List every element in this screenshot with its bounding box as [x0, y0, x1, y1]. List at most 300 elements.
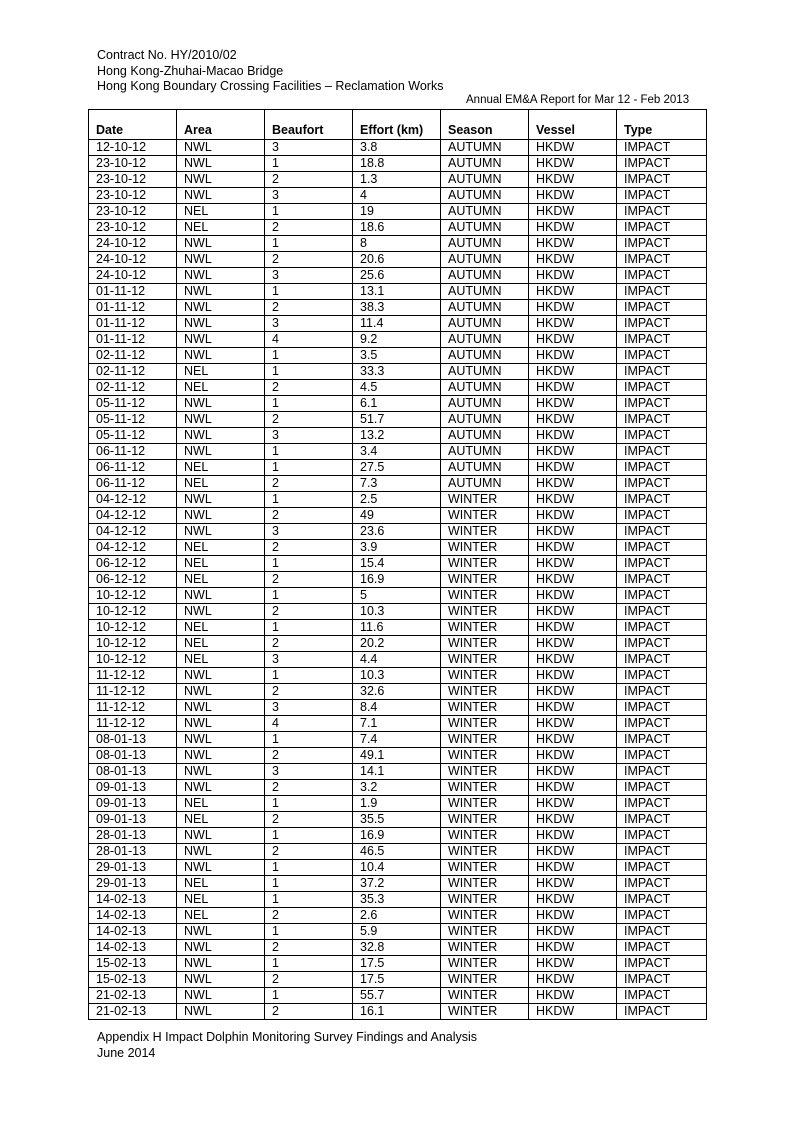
area-cell: NWL — [177, 188, 265, 204]
beaufort-cell: 1 — [265, 460, 353, 476]
date-cell: 08-01-13 — [89, 732, 177, 748]
area-cell: NEL — [177, 652, 265, 668]
season-cell: AUTUMN — [441, 188, 529, 204]
beaufort-cell: 2 — [265, 908, 353, 924]
area-cell: NWL — [177, 684, 265, 700]
type-cell: IMPACT — [617, 668, 707, 684]
area-cell: NWL — [177, 732, 265, 748]
area-cell: NWL — [177, 268, 265, 284]
date-cell: 10-12-12 — [89, 604, 177, 620]
table-header — [89, 109, 707, 140]
vessel-cell: HKDW — [529, 540, 617, 556]
table-row — [89, 956, 707, 972]
season-cell: WINTER — [441, 876, 529, 892]
date-cell: 04-12-12 — [89, 524, 177, 540]
table-row — [89, 924, 707, 940]
area-cell: NEL — [177, 892, 265, 908]
vessel-cell: HKDW — [529, 460, 617, 476]
table-row — [89, 492, 707, 508]
date-cell: 02-11-12 — [89, 348, 177, 364]
area-cell: NWL — [177, 844, 265, 860]
col-header-type: Type — [617, 109, 707, 140]
table-row — [89, 476, 707, 492]
type-cell: IMPACT — [617, 652, 707, 668]
table-row — [89, 540, 707, 556]
season-cell: AUTUMN — [441, 204, 529, 220]
contract-number: Contract No. HY/2010/02 — [97, 48, 237, 62]
date-cell: 06-11-12 — [89, 444, 177, 460]
season-cell: AUTUMN — [441, 476, 529, 492]
season-cell: WINTER — [441, 652, 529, 668]
project-name: Hong Kong-Zhuhai-Macao Bridge — [97, 63, 284, 78]
type-cell: IMPACT — [617, 428, 707, 444]
season-cell: AUTUMN — [441, 156, 529, 172]
table-row — [89, 300, 707, 316]
table-row — [89, 668, 707, 684]
type-cell: IMPACT — [617, 684, 707, 700]
col-header-beaufort: Beaufort — [265, 109, 353, 140]
effort-cell: 14.1 — [353, 764, 441, 780]
document-footer — [97, 1030, 477, 1061]
type-cell: IMPACT — [617, 524, 707, 540]
vessel-cell: HKDW — [529, 268, 617, 284]
beaufort-cell: 1 — [265, 348, 353, 364]
date-cell: 21-02-13 — [89, 1004, 177, 1020]
table-row — [89, 380, 707, 396]
vessel-cell: HKDW — [529, 876, 617, 892]
vessel-cell: HKDW — [529, 476, 617, 492]
season-cell: WINTER — [441, 540, 529, 556]
effort-cell: 1.3 — [353, 172, 441, 188]
date-cell: 04-12-12 — [89, 540, 177, 556]
beaufort-cell: 3 — [265, 188, 353, 204]
effort-cell: 8 — [353, 236, 441, 252]
type-cell: IMPACT — [617, 412, 707, 428]
type-cell: IMPACT — [617, 716, 707, 732]
effort-cell: 27.5 — [353, 460, 441, 476]
season-cell: WINTER — [441, 572, 529, 588]
effort-cell: 18.6 — [353, 220, 441, 236]
type-cell: IMPACT — [617, 172, 707, 188]
beaufort-cell: 1 — [265, 876, 353, 892]
date-cell: 05-11-12 — [89, 412, 177, 428]
season-cell: AUTUMN — [441, 140, 529, 156]
type-cell: IMPACT — [617, 924, 707, 940]
date-cell: 28-01-13 — [89, 828, 177, 844]
area-cell: NEL — [177, 908, 265, 924]
date-cell: 23-10-12 — [89, 204, 177, 220]
col-header-date: Date — [89, 109, 177, 140]
table-row — [89, 844, 707, 860]
area-cell: NWL — [177, 588, 265, 604]
date-cell: 23-10-12 — [89, 220, 177, 236]
effort-cell: 1.9 — [353, 796, 441, 812]
vessel-cell: HKDW — [529, 236, 617, 252]
vessel-cell: HKDW — [529, 620, 617, 636]
report-title: Annual EM&A Report for Mar 12 - Feb 2013 — [466, 94, 690, 106]
effort-cell: 3.4 — [353, 444, 441, 460]
season-cell: WINTER — [441, 556, 529, 572]
season-cell: WINTER — [441, 844, 529, 860]
effort-cell: 46.5 — [353, 844, 441, 860]
table-row — [89, 316, 707, 332]
table-row — [89, 268, 707, 284]
season-cell: WINTER — [441, 716, 529, 732]
effort-cell: 16.1 — [353, 1004, 441, 1020]
season-cell: WINTER — [441, 828, 529, 844]
effort-cell: 10.4 — [353, 860, 441, 876]
table-row — [89, 428, 707, 444]
beaufort-cell: 1 — [265, 988, 353, 1004]
date-cell: 02-11-12 — [89, 364, 177, 380]
season-cell: AUTUMN — [441, 396, 529, 412]
type-cell: IMPACT — [617, 556, 707, 572]
effort-cell: 32.6 — [353, 684, 441, 700]
season-cell: WINTER — [441, 508, 529, 524]
area-cell: NWL — [177, 860, 265, 876]
vessel-cell: HKDW — [529, 924, 617, 940]
table-row — [89, 188, 707, 204]
effort-cell: 11.4 — [353, 316, 441, 332]
date-cell: 14-02-13 — [89, 924, 177, 940]
beaufort-cell: 2 — [265, 940, 353, 956]
season-cell: WINTER — [441, 524, 529, 540]
table-row — [89, 412, 707, 428]
effort-cell: 5 — [353, 588, 441, 604]
table-row — [89, 972, 707, 988]
beaufort-cell: 2 — [265, 972, 353, 988]
type-cell: IMPACT — [617, 956, 707, 972]
type-cell: IMPACT — [617, 364, 707, 380]
area-cell: NWL — [177, 956, 265, 972]
effort-cell: 5.9 — [353, 924, 441, 940]
effort-cell: 18.8 — [353, 156, 441, 172]
season-cell: WINTER — [441, 892, 529, 908]
area-cell: NEL — [177, 620, 265, 636]
vessel-cell: HKDW — [529, 684, 617, 700]
type-cell: IMPACT — [617, 156, 707, 172]
date-cell: 14-02-13 — [89, 892, 177, 908]
vessel-cell: HKDW — [529, 508, 617, 524]
effort-cell: 35.5 — [353, 812, 441, 828]
table-row — [89, 828, 707, 844]
type-cell: IMPACT — [617, 780, 707, 796]
date-cell: 05-11-12 — [89, 396, 177, 412]
effort-cell: 49 — [353, 508, 441, 524]
area-cell: NWL — [177, 300, 265, 316]
area-cell: NWL — [177, 668, 265, 684]
effort-cell: 25.6 — [353, 268, 441, 284]
beaufort-cell: 1 — [265, 892, 353, 908]
area-cell: NWL — [177, 316, 265, 332]
season-cell: AUTUMN — [441, 380, 529, 396]
type-cell: IMPACT — [617, 380, 707, 396]
effort-cell: 3.8 — [353, 140, 441, 156]
date-cell: 11-12-12 — [89, 668, 177, 684]
date-cell: 09-01-13 — [89, 780, 177, 796]
type-cell: IMPACT — [617, 700, 707, 716]
type-cell: IMPACT — [617, 204, 707, 220]
date-cell: 24-10-12 — [89, 252, 177, 268]
season-cell: WINTER — [441, 636, 529, 652]
area-cell: NWL — [177, 764, 265, 780]
table-row — [89, 684, 707, 700]
date-cell: 11-12-12 — [89, 700, 177, 716]
beaufort-cell: 2 — [265, 572, 353, 588]
area-cell: NWL — [177, 972, 265, 988]
effort-cell: 32.8 — [353, 940, 441, 956]
col-header-season: Season — [441, 109, 529, 140]
date-cell: 24-10-12 — [89, 236, 177, 252]
date-cell: 08-01-13 — [89, 748, 177, 764]
table-row — [89, 524, 707, 540]
table-body — [89, 140, 707, 1020]
beaufort-cell: 2 — [265, 252, 353, 268]
beaufort-cell: 3 — [265, 316, 353, 332]
type-cell: IMPACT — [617, 140, 707, 156]
area-cell: NWL — [177, 604, 265, 620]
effort-cell: 13.1 — [353, 284, 441, 300]
effort-cell: 37.2 — [353, 876, 441, 892]
season-cell: WINTER — [441, 620, 529, 636]
season-cell: WINTER — [441, 1004, 529, 1020]
area-cell: NWL — [177, 780, 265, 796]
vessel-cell: HKDW — [529, 444, 617, 460]
season-cell: AUTUMN — [441, 348, 529, 364]
effort-cell: 38.3 — [353, 300, 441, 316]
effort-cell: 8.4 — [353, 700, 441, 716]
beaufort-cell: 1 — [265, 204, 353, 220]
effort-cell: 9.2 — [353, 332, 441, 348]
effort-cell: 6.1 — [353, 396, 441, 412]
beaufort-cell: 4 — [265, 716, 353, 732]
season-cell: AUTUMN — [441, 316, 529, 332]
vessel-cell: HKDW — [529, 252, 617, 268]
area-cell: NEL — [177, 220, 265, 236]
vessel-cell: HKDW — [529, 700, 617, 716]
type-cell: IMPACT — [617, 300, 707, 316]
effort-cell: 2.6 — [353, 908, 441, 924]
season-cell: AUTUMN — [441, 412, 529, 428]
date-cell: 08-01-13 — [89, 764, 177, 780]
effort-cell: 3.2 — [353, 780, 441, 796]
area-cell: NEL — [177, 812, 265, 828]
type-cell: IMPACT — [617, 444, 707, 460]
season-cell: AUTUMN — [441, 444, 529, 460]
season-cell: WINTER — [441, 924, 529, 940]
beaufort-cell: 1 — [265, 620, 353, 636]
area-cell: NWL — [177, 524, 265, 540]
footer-date: June 2014 — [97, 1045, 156, 1060]
type-cell: IMPACT — [617, 332, 707, 348]
date-cell: 14-02-13 — [89, 908, 177, 924]
type-cell: IMPACT — [617, 812, 707, 828]
table-row — [89, 220, 707, 236]
season-cell: WINTER — [441, 700, 529, 716]
type-cell: IMPACT — [617, 268, 707, 284]
date-cell: 23-10-12 — [89, 172, 177, 188]
season-cell: AUTUMN — [441, 300, 529, 316]
date-cell: 11-12-12 — [89, 716, 177, 732]
season-cell: AUTUMN — [441, 252, 529, 268]
date-cell: 14-02-13 — [89, 940, 177, 956]
date-cell: 15-02-13 — [89, 956, 177, 972]
beaufort-cell: 2 — [265, 172, 353, 188]
date-cell: 24-10-12 — [89, 268, 177, 284]
beaufort-cell: 2 — [265, 604, 353, 620]
type-cell: IMPACT — [617, 860, 707, 876]
header-row — [89, 109, 707, 140]
area-cell: NEL — [177, 476, 265, 492]
vessel-cell: HKDW — [529, 204, 617, 220]
table-row — [89, 716, 707, 732]
effort-cell: 49.1 — [353, 748, 441, 764]
appendix-title: Appendix H Impact Dolphin Monitoring Survey Findings and Analysis — [97, 1030, 478, 1044]
effort-cell: 15.4 — [353, 556, 441, 572]
beaufort-cell: 1 — [265, 396, 353, 412]
vessel-cell: HKDW — [529, 796, 617, 812]
table-row — [89, 572, 707, 588]
area-cell: NWL — [177, 348, 265, 364]
area-cell: NWL — [177, 716, 265, 732]
beaufort-cell: 1 — [265, 796, 353, 812]
beaufort-cell: 1 — [265, 588, 353, 604]
vessel-cell: HKDW — [529, 732, 617, 748]
date-cell: 01-11-12 — [89, 284, 177, 300]
area-cell: NWL — [177, 252, 265, 268]
beaufort-cell: 1 — [265, 828, 353, 844]
area-cell: NWL — [177, 988, 265, 1004]
beaufort-cell: 2 — [265, 844, 353, 860]
document-header — [97, 48, 443, 95]
area-cell: NWL — [177, 412, 265, 428]
vessel-cell: HKDW — [529, 524, 617, 540]
season-cell: WINTER — [441, 764, 529, 780]
table-row — [89, 700, 707, 716]
effort-cell: 33.3 — [353, 364, 441, 380]
date-cell: 04-12-12 — [89, 508, 177, 524]
area-cell: NWL — [177, 1004, 265, 1020]
table-row — [89, 812, 707, 828]
table-row — [89, 348, 707, 364]
area-cell: NEL — [177, 876, 265, 892]
survey-effort-table — [88, 109, 707, 1020]
vessel-cell: HKDW — [529, 1004, 617, 1020]
date-cell: 23-10-12 — [89, 156, 177, 172]
beaufort-cell: 3 — [265, 524, 353, 540]
beaufort-cell: 2 — [265, 508, 353, 524]
table-row — [89, 604, 707, 620]
beaufort-cell: 2 — [265, 780, 353, 796]
type-cell: IMPACT — [617, 572, 707, 588]
col-header-area: Area — [177, 109, 265, 140]
type-cell: IMPACT — [617, 876, 707, 892]
vessel-cell: HKDW — [529, 956, 617, 972]
type-cell: IMPACT — [617, 908, 707, 924]
type-cell: IMPACT — [617, 492, 707, 508]
beaufort-cell: 1 — [265, 284, 353, 300]
table-row — [89, 172, 707, 188]
season-cell: AUTUMN — [441, 332, 529, 348]
beaufort-cell: 1 — [265, 668, 353, 684]
table-row — [89, 140, 707, 156]
table-row — [89, 620, 707, 636]
type-cell: IMPACT — [617, 540, 707, 556]
beaufort-cell: 3 — [265, 428, 353, 444]
area-cell: NWL — [177, 828, 265, 844]
table-row — [89, 236, 707, 252]
table-row — [89, 652, 707, 668]
table-row — [89, 444, 707, 460]
table-row — [89, 284, 707, 300]
effort-cell: 16.9 — [353, 828, 441, 844]
season-cell: WINTER — [441, 748, 529, 764]
type-cell: IMPACT — [617, 508, 707, 524]
vessel-cell: HKDW — [529, 380, 617, 396]
vessel-cell: HKDW — [529, 636, 617, 652]
beaufort-cell: 3 — [265, 764, 353, 780]
beaufort-cell: 1 — [265, 924, 353, 940]
vessel-cell: HKDW — [529, 764, 617, 780]
beaufort-cell: 2 — [265, 1004, 353, 1020]
area-cell: NEL — [177, 556, 265, 572]
date-cell: 06-11-12 — [89, 460, 177, 476]
beaufort-cell: 3 — [265, 700, 353, 716]
season-cell: WINTER — [441, 908, 529, 924]
table-row — [89, 748, 707, 764]
vessel-cell: HKDW — [529, 556, 617, 572]
type-cell: IMPACT — [617, 972, 707, 988]
vessel-cell: HKDW — [529, 892, 617, 908]
beaufort-cell: 2 — [265, 476, 353, 492]
beaufort-cell: 2 — [265, 636, 353, 652]
vessel-cell: HKDW — [529, 668, 617, 684]
date-cell: 06-12-12 — [89, 556, 177, 572]
area-cell: NEL — [177, 540, 265, 556]
vessel-cell: HKDW — [529, 428, 617, 444]
effort-cell: 17.5 — [353, 972, 441, 988]
area-cell: NEL — [177, 636, 265, 652]
table-row — [89, 764, 707, 780]
vessel-cell: HKDW — [529, 316, 617, 332]
table-row — [89, 460, 707, 476]
date-cell: 10-12-12 — [89, 636, 177, 652]
area-cell: NEL — [177, 364, 265, 380]
area-cell: NWL — [177, 396, 265, 412]
season-cell: WINTER — [441, 956, 529, 972]
effort-cell: 3.5 — [353, 348, 441, 364]
beaufort-cell: 2 — [265, 748, 353, 764]
table-row — [89, 988, 707, 1004]
type-cell: IMPACT — [617, 396, 707, 412]
beaufort-cell: 3 — [265, 140, 353, 156]
type-cell: IMPACT — [617, 796, 707, 812]
beaufort-cell: 2 — [265, 812, 353, 828]
effort-cell: 20.2 — [353, 636, 441, 652]
area-cell: NWL — [177, 924, 265, 940]
table-row — [89, 732, 707, 748]
table-row — [89, 796, 707, 812]
effort-cell: 23.6 — [353, 524, 441, 540]
season-cell: WINTER — [441, 588, 529, 604]
date-cell: 10-12-12 — [89, 620, 177, 636]
table-row — [89, 588, 707, 604]
season-cell: WINTER — [441, 860, 529, 876]
beaufort-cell: 2 — [265, 300, 353, 316]
area-cell: NWL — [177, 508, 265, 524]
beaufort-cell: 1 — [265, 156, 353, 172]
effort-cell: 3.9 — [353, 540, 441, 556]
